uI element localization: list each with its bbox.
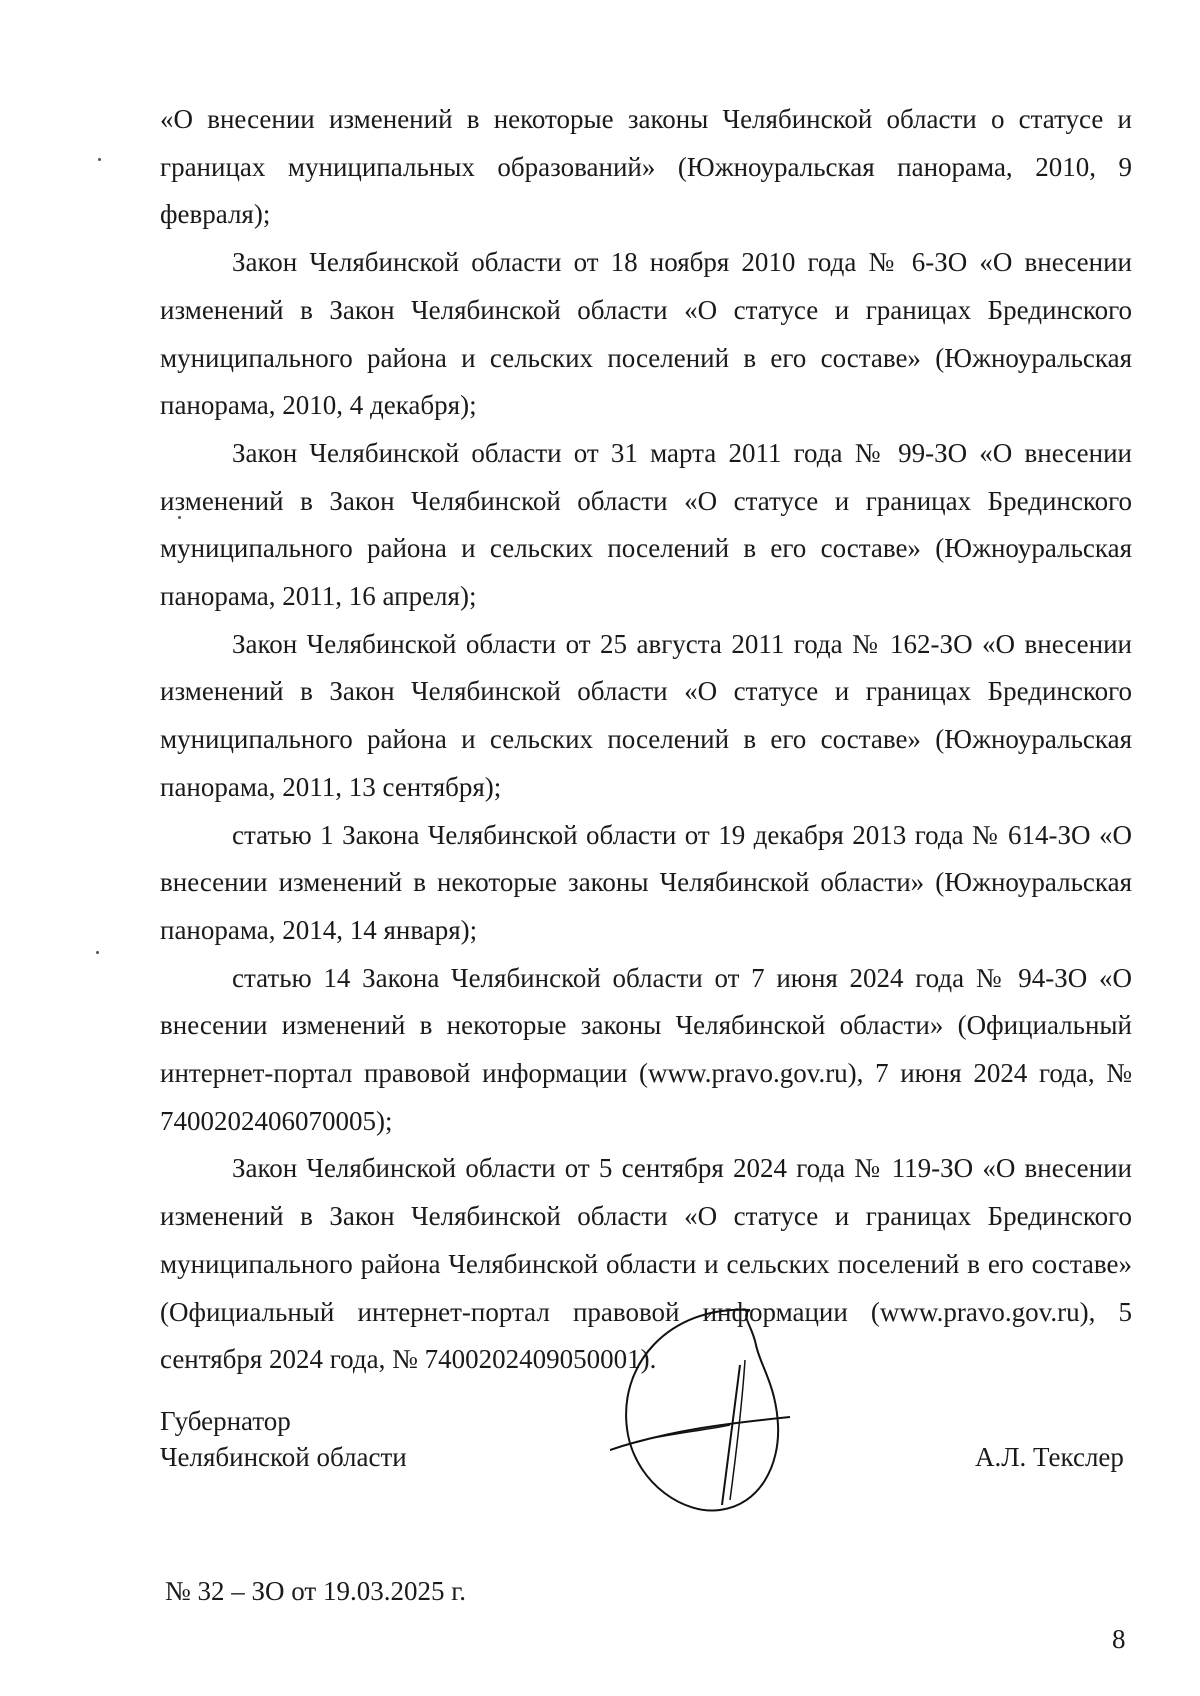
governor-name: А.Л. Текслер: [975, 1442, 1124, 1472]
paragraph-law-99-zo: Закон Челябинской области от 31 марта 2011 года № 99-ЗО «О внесении изменений в Закон Челябинской области «О статусе и границах Брединского муниципального района и сельских поселений в его составе» (Южноуральская панорама, 2011, 16 апреля);: [160, 437, 1132, 612]
page-number: 8: [1112, 1624, 1126, 1654]
scan-speck: [98, 158, 101, 161]
scan-speck: [96, 951, 99, 954]
scan-speck: [178, 516, 181, 519]
governor-title-line2: Челябинской области: [160, 1442, 407, 1472]
document-number: № 32 – ЗО от 19.03.2025 г.: [165, 1576, 467, 1606]
paragraph-law-119-zo: Закон Челябинской области от 5 сентября 2024 года № 119-ЗО «О внесении изменений в Закон Челябинской области «О статусе и границах Брединского муниципального района Челябинской области и сельских поселений в его составе» (Официальный интернет-портал правовой информации (www.pravo.gov.ru), 5 сентября 2024 года, № 7400202409050001).: [160, 1153, 1132, 1375]
document-body: [160, 96, 1132, 1384]
handwritten-signature: [610, 1305, 810, 1525]
paragraph-law-614-zo: статью 1 Закона Челябинской области от 19 декабря 2013 года № 614-ЗО «О внесении изменений в некоторые законы Челябинской области» (Южноуральская панорама, 2014, 14 января);: [160, 819, 1132, 945]
paragraph-law-162-zo: Закон Челябинской области от 25 августа 2011 года № 162-ЗО «О внесении изменений в Закон Челябинской области «О статусе и границах Брединского муниципального района и сельских поселений в его составе» (Южноуральская панорама, 2011, 13 сентября);: [160, 628, 1132, 802]
governor-title: [160, 1403, 407, 1475]
governor-title-line1: Губернатор: [160, 1406, 291, 1436]
paragraph-law-94-zo: статью 14 Закона Челябинской области от 7 июня 2024 года № 94-ЗО «О внесении изменений в некоторые законы Челябинской области» (Официальный интернет-портал правовой информации (www.pravo.gov.ru), 7 июня 2024 года, № 7400202406070005);: [160, 962, 1132, 1136]
paragraph-law-6-zo: Закон Челябинской области от 18 ноября 2010 года № 6-ЗО «О внесении изменений в Закон Челябинской области «О статусе и границах Брединского муниципального района и сельских поселений в его составе» (Южноуральская панорама, 2010, 4 декабря);: [160, 247, 1132, 421]
paragraph-continuation: «О внесении изменений в некоторые законы Челябинской области о статусе и границах муниципальных образований» (Южноуральская панорама, 2010, 9 февраля);: [160, 104, 1132, 230]
